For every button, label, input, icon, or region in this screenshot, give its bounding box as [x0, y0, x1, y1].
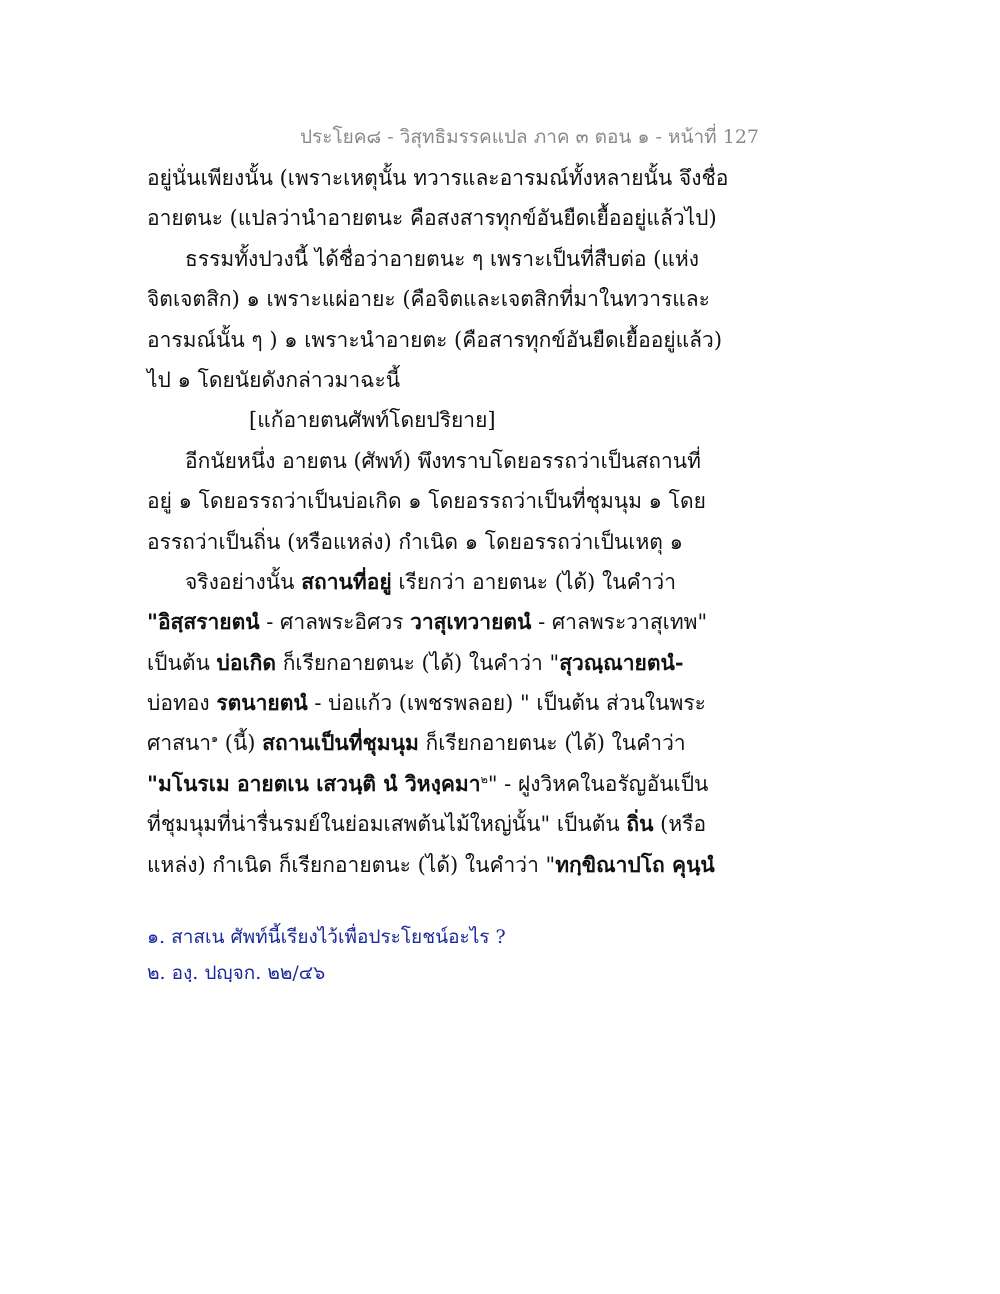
bold-term: "มโนรเม อายตเน เสวนฺติ นํ วิหงฺคมา: [147, 770, 481, 796]
text-line: อารมณ์นั้น ๆ ) ๑ เพราะนำอายตะ (คือสารทุกข์อันยืดเยื้ออยู่แล้ว): [147, 327, 723, 352]
text-line: [147, 683, 706, 723]
bold-term: ทกฺขิณาปโถ คุนฺนํ: [555, 851, 715, 877]
text-line: [147, 562, 677, 602]
text-run: ศาสนา: [147, 731, 212, 756]
text-line: ไป ๑ โดยนัยดังกล่าวมาฉะนี้: [147, 367, 401, 392]
bold-term: สถานที่อยู่: [301, 568, 392, 594]
text-line: อายตนะ (แปลว่านำอายตนะ คือสงสารทุกข์อันยืดเยื้ออยู่แล้วไป): [147, 206, 717, 231]
footnotes: [147, 919, 667, 991]
text-line: [147, 602, 708, 642]
main-text: [147, 158, 729, 885]
bold-term: วาสุเทวายตนํ: [410, 609, 532, 635]
text-line: อรรถว่าเป็นถิ่น (หรือแหล่ง) กำเนิด ๑ โดยอรรถว่าเป็นเหตุ ๑: [147, 529, 683, 554]
text-run: เรียกว่า อายตนะ (ได้) ในคำว่า: [391, 569, 677, 594]
text-line: อีกนัยหนึ่ง อายตน (ศัพท์) พึงทราบโดยอรรถว่าเป็นสถานที่: [185, 448, 701, 473]
section-heading: [แก้อายตนศัพท์โดยปริยาย]: [249, 408, 496, 433]
bold-term: รตนายตนํ: [216, 690, 308, 716]
bold-term: "อิสฺสรายตนํ: [147, 609, 260, 635]
text-line: จิตเจตสิก) ๑ เพราะแผ่อายะ (คือจิตและเจตสิกที่มาในทวารและ: [147, 287, 710, 312]
text-run: จริงอย่างนั้น: [185, 569, 302, 594]
bold-term: บ่อเกิด: [216, 649, 277, 675]
bold-term: สุวณฺณายตนํ-: [559, 649, 684, 675]
text-line: [147, 804, 707, 844]
text-run: ก็เรียกอายตนะ (ได้) ในคำว่า: [418, 731, 686, 756]
footnote-marker: ๑: [211, 732, 219, 746]
text-run: - ศาลพระวาสุเทพ": [531, 610, 708, 635]
text-run: (นี้): [218, 731, 263, 756]
text-run: แหล่ง) กำเนิด ก็เรียกอายตนะ (ได้) ในคำว่า ": [147, 852, 556, 877]
text-run: - บ่อแก้ว (เพชรพลอย) " เป็นต้น ส่วนในพระ: [307, 691, 706, 716]
text-run: ที่ชุมนุมที่น่ารื่นรมย์ในย่อมเสพต้นไม้ใหญ่นั้น" เป็นต้น: [147, 812, 627, 837]
text-run: - ศาลพระอิศวร: [259, 610, 411, 635]
text-run: (หรือ: [653, 812, 707, 837]
bold-term: สถานเป็นที่ชุมนุม: [262, 730, 419, 756]
text-line: [147, 723, 686, 763]
text-line: [147, 845, 715, 885]
footnote-1: ๑. สาสเน ศัพท์นี้เรียงไว้เพื่อประโยชน์อะไร ?: [147, 926, 506, 948]
text-run: " - ฝูงวิหคในอรัญอันเป็น: [487, 771, 709, 796]
text-run: บ่อทอง: [147, 691, 217, 716]
text-line: ธรรมทั้งปวงนี้ ได้ชื่อว่าอายตนะ ๆ เพราะเป็นที่สืบต่อ (แห่ง: [185, 246, 699, 271]
text-run: เป็นต้น: [147, 650, 217, 675]
text-line: อยู่ ๑ โดยอรรถว่าเป็นบ่อเกิด ๑ โดยอรรถว่าเป็นที่ชุมนุม ๑ โดย: [147, 489, 706, 514]
text-line: อยู่นั่นเพียงนั้น (เพราะเหตุนั้น ทวารและอารมณ์ทั้งหลายนั้น จึงชื่อ: [147, 166, 729, 190]
page-header: ประโยค๘ - วิสุทธิมรรคแปล ภาค ๓ ตอน ๑ - หน้าที่ 127: [300, 126, 760, 148]
text-line: [147, 764, 709, 804]
footnote-2: ๒. องฺ. ปญฺจก. ๒๒/๔๖: [147, 962, 326, 984]
footnote-marker: ๒: [480, 772, 488, 786]
text-run: ก็เรียกอายตนะ (ได้) ในคำว่า ": [276, 650, 560, 675]
bold-term: ถิ่น: [626, 811, 654, 837]
text-line: [147, 643, 684, 683]
